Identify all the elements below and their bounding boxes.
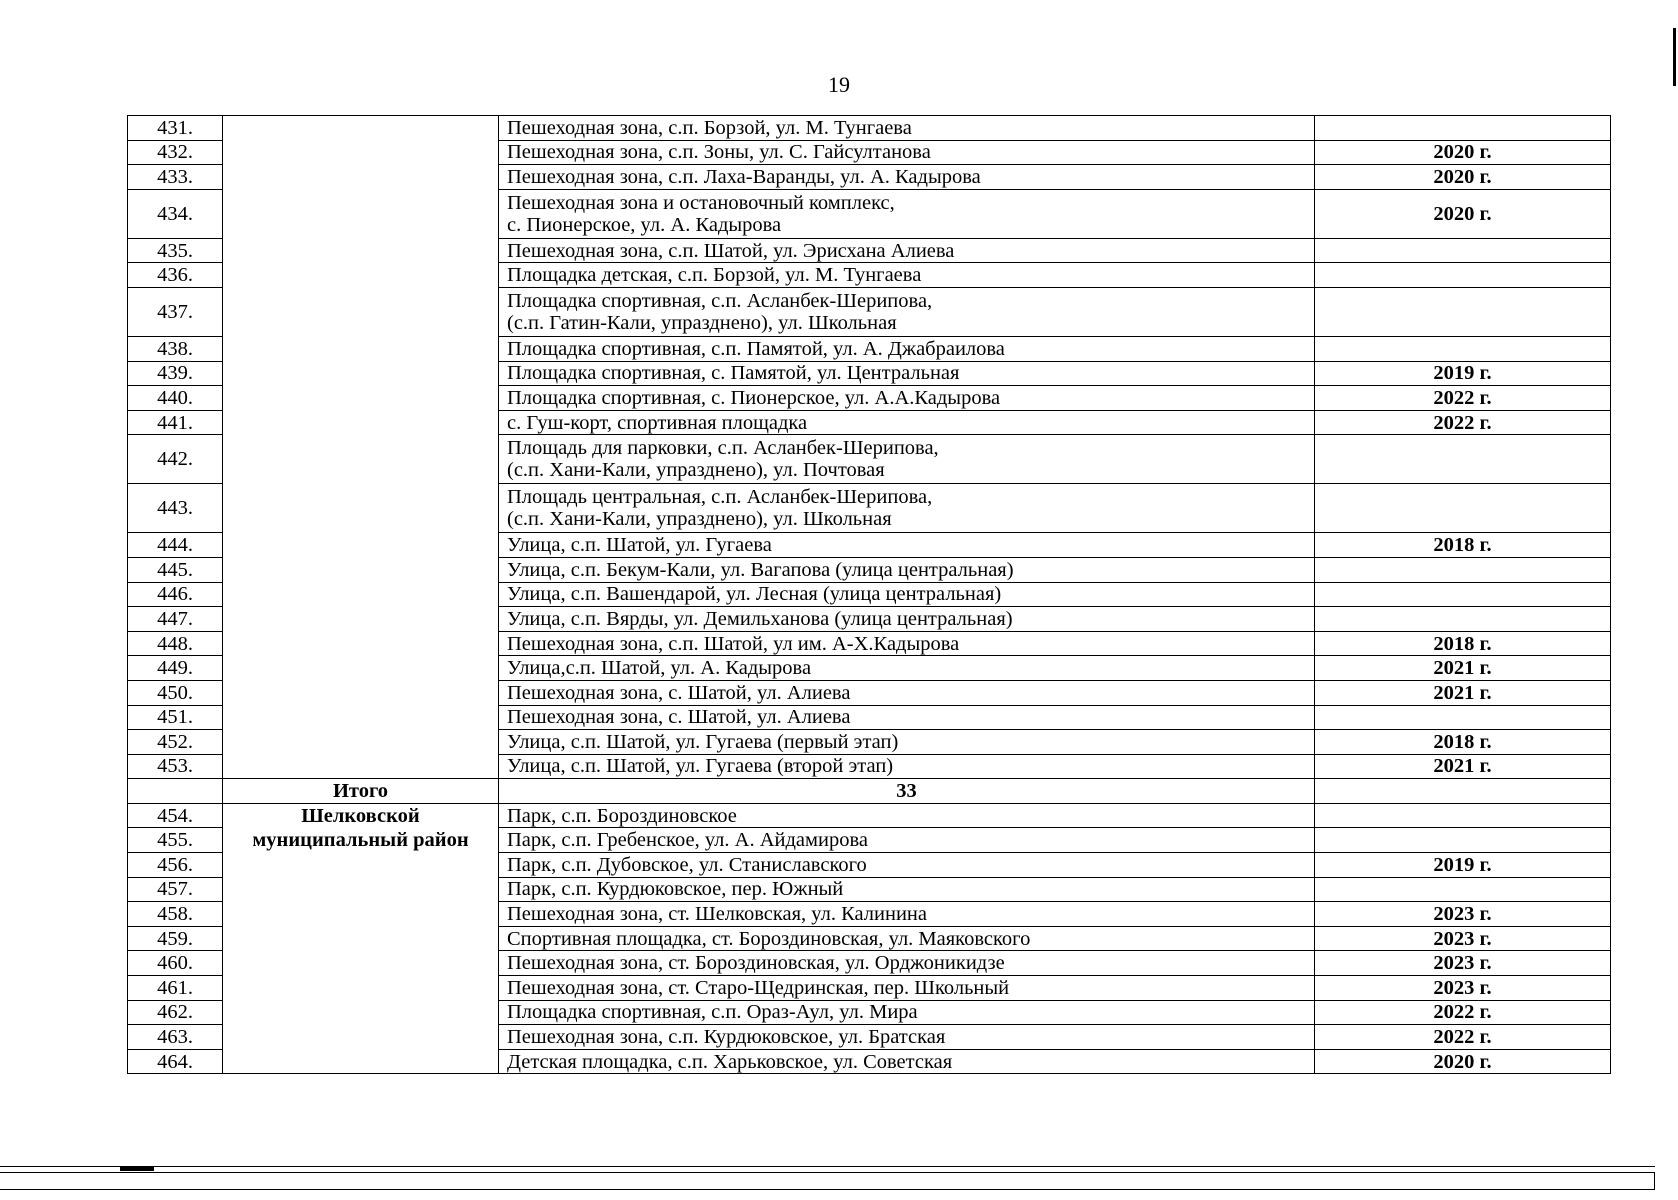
table-row [128,116,1611,141]
row-number: 456. [128,853,223,878]
object-name [499,435,1315,484]
completion-year: 2021 г. [1315,754,1611,779]
object-name-line: Улица, с.п. Шатой, ул. Гугаева (первый этап) [507,730,899,753]
completion-year: 2023 г. [1315,951,1611,976]
total-empty-cell [1315,779,1611,804]
object-name-line: (с.п. Хани-Кали, упразднено), ул. Школьная [507,508,892,531]
completion-year: 2023 г. [1315,926,1611,951]
completion-year: 2020 г. [1315,1049,1611,1074]
object-name-line: Улица, с.п. Вашендарой, ул. Лесная (улица центральная) [507,583,1002,606]
object-name [499,116,1315,141]
completion-year: 2020 г. [1315,140,1611,165]
row-number: 448. [128,631,223,656]
object-name-line: Улица, с.п. Шатой, ул. Гугаева [507,534,772,557]
row-number: 457. [128,877,223,902]
bottom-rule-mark [120,1167,154,1171]
object-name-line: Пешеходная зона, с.п. Курдюковское, ул. Братская [507,1026,946,1049]
object-name-line: Пешеходная зона, с.п. Шатой, ул им. А-Х.Кадырова [507,632,960,655]
row-number: 442. [128,435,223,484]
object-name [499,410,1315,435]
completion-year: 2018 г. [1315,631,1611,656]
row-number: 454. [128,803,223,828]
completion-year [1315,287,1611,336]
object-name-line: Пешеходная зона, с. Шатой, ул. Алиева [507,681,851,704]
object-name [499,1000,1315,1025]
bottom-rule [0,1166,1655,1167]
object-name [499,680,1315,705]
row-number: 431. [128,116,223,141]
row-number: 462. [128,1000,223,1025]
object-name-line: с. Пионерское, ул. А. Кадырова [507,213,782,236]
completion-year [1315,557,1611,582]
object-name-line: Пешеходная зона, ст. Бороздиновская, ул. Орджоникидзе [507,952,1005,975]
object-name-line: Спортивная площадка, ст. Бороздиновская, ул. Маяковского [507,927,1031,950]
object-name-line: Парк, с.п. Дубовское, ул. Станиславского [507,853,867,876]
row-number: 461. [128,976,223,1001]
object-name [499,361,1315,386]
object-name-line: с. Гуш-корт, спортивная площадка [507,411,808,434]
object-name-line: Пешеходная зона, с.п. Шатой, ул. Эрисхана Алиева [507,239,955,262]
object-name [499,877,1315,902]
row-number: 434. [128,189,223,238]
district-name-line: муниципальный район [252,828,469,851]
completion-year: 2023 г. [1315,902,1611,927]
object-name [499,803,1315,828]
completion-year: 2020 г. [1315,189,1611,238]
objects-table-body [128,116,1611,1074]
completion-year: 2018 г. [1315,730,1611,755]
row-number: 450. [128,680,223,705]
district-cell [223,803,499,1074]
object-name-line: Площадка спортивная, с. Пионерское, ул. А.А.Кадырова [507,386,1001,409]
object-name-line: Площадь центральная, с.п. Асланбек-Шерипова, [507,486,933,509]
completion-year [1315,705,1611,730]
object-name-line: Площадка спортивная, с.п. Асланбек-Шерипова, [507,289,933,312]
object-name [499,533,1315,558]
row-number: 445. [128,557,223,582]
object-name-line: Пешеходная зона, с.п. Лаха-Варанды, ул. А. Кадырова [507,165,981,188]
object-name [499,263,1315,288]
object-name [499,189,1315,238]
object-name [499,238,1315,263]
row-number: 443. [128,484,223,533]
row-number: 451. [128,705,223,730]
object-name [499,656,1315,681]
object-name [499,754,1315,779]
completion-year: 2019 г. [1315,853,1611,878]
row-number: 435. [128,238,223,263]
completion-year: 2022 г. [1315,1025,1611,1050]
object-name-line: Площадка спортивная, с.п. Ораз-Аул, ул. Мира [507,1001,918,1024]
row-number: 449. [128,656,223,681]
object-name-line: (с.п. Гатин-Кали, упразднено), ул. Школьная [507,311,897,334]
row-number: 463. [128,1025,223,1050]
completion-year: 2021 г. [1315,656,1611,681]
row-number: 441. [128,410,223,435]
object-name [499,607,1315,632]
object-name-line: (с.п. Хани-Кали, упразднено), ул. Почтовая [507,459,885,482]
object-name-line: Площадка спортивная, с. Памятой, ул. Центральная [507,362,960,385]
object-name [499,557,1315,582]
total-row [128,779,1611,804]
object-name-line: Улица, с.п. Бекум-Кали, ул. Вагапова (улица центральная) [507,558,1014,581]
district-name-line: Шелковской [301,804,420,827]
object-name [499,336,1315,361]
object-name-line: Пешеходная зона, с.п. Борзой, ул. М. Тунгаева [507,116,912,139]
row-number: 432. [128,140,223,165]
object-name [499,386,1315,411]
object-name-line: Площадка детская, с.п. Борзой, ул. М. Тунгаева [507,264,922,287]
object-name [499,730,1315,755]
bottom-rule-box [0,1172,1655,1190]
object-name-line: Парк, с.п. Бороздиновское [507,804,737,827]
object-name-line: Улица, с.п. Вярды, ул. Демильханова (улица центральная) [507,607,1013,630]
object-name [499,140,1315,165]
object-name [499,631,1315,656]
object-name-line: Площадь для парковки, с.п. Асланбек-Шерипова, [507,437,939,460]
completion-year: 2022 г. [1315,386,1611,411]
row-number: 440. [128,386,223,411]
row-number: 436. [128,263,223,288]
object-name [499,582,1315,607]
object-name [499,976,1315,1001]
object-name-line: Улица, с.п. Шатой, ул. Гугаева (второй этап) [507,755,894,778]
completion-year [1315,877,1611,902]
district-cell [223,116,499,779]
completion-year: 2020 г. [1315,165,1611,190]
completion-year [1315,484,1611,533]
object-name [499,853,1315,878]
object-name [499,165,1315,190]
total-empty-cell [128,779,223,804]
object-name-line: Улица,с.п. Шатой, ул. А. Кадырова [507,657,812,680]
completion-year: 2022 г. [1315,1000,1611,1025]
completion-year: 2023 г. [1315,976,1611,1001]
object-name-line: Пешеходная зона и остановочный комплекс, [507,191,895,214]
row-number: 444. [128,533,223,558]
completion-year: 2018 г. [1315,533,1611,558]
object-name [499,828,1315,853]
row-number: 452. [128,730,223,755]
completion-year [1315,435,1611,484]
objects-table [127,115,1611,1074]
completion-year [1315,828,1611,853]
row-number: 438. [128,336,223,361]
completion-year [1315,803,1611,828]
object-name [499,926,1315,951]
object-name [499,287,1315,336]
completion-year: 2022 г. [1315,410,1611,435]
object-name [499,1049,1315,1074]
completion-year [1315,263,1611,288]
total-count: 33 [499,779,1315,804]
object-name [499,705,1315,730]
completion-year [1315,238,1611,263]
object-name-line: Детская площадка, с.п. Харьковское, ул. Советская [507,1050,953,1073]
completion-year: 2021 г. [1315,680,1611,705]
object-name-line: Площадка спортивная, с.п. Памятой, ул. А. Джабраилова [507,337,1005,360]
object-name-line: Пешеходная зона, ст. Шелковская, ул. Калинина [507,903,927,926]
row-number: 433. [128,165,223,190]
row-number: 459. [128,926,223,951]
object-name-line: Пешеходная зона, с. Шатой, ул. Алиева [507,706,851,729]
total-label: Итого [223,779,499,804]
completion-year: 2019 г. [1315,361,1611,386]
row-number: 453. [128,754,223,779]
object-name [499,484,1315,533]
completion-year [1315,607,1611,632]
page-number: 19 [828,72,850,97]
row-number: 437. [128,287,223,336]
row-number: 439. [128,361,223,386]
completion-year [1315,336,1611,361]
object-name [499,902,1315,927]
row-number: 464. [128,1049,223,1074]
row-number: 458. [128,902,223,927]
completion-year [1315,582,1611,607]
margin-mark [1673,28,1676,86]
object-name-line: Парк, с.п. Курдюковское, пер. Южный [507,878,844,901]
object-name [499,1025,1315,1050]
object-name-line: Парк, с.п. Гребенское, ул. А. Айдамирова [507,829,868,852]
row-number: 455. [128,828,223,853]
object-name-line: Пешеходная зона, ст. Старо-Щедринская, пер. Школьный [507,976,1010,999]
object-name-line: Пешеходная зона, с.п. Зоны, ул. С. Гайсултанова [507,141,931,164]
table-row [128,803,1611,828]
row-number: 446. [128,582,223,607]
row-number: 447. [128,607,223,632]
row-number: 460. [128,951,223,976]
object-name [499,951,1315,976]
completion-year [1315,116,1611,141]
